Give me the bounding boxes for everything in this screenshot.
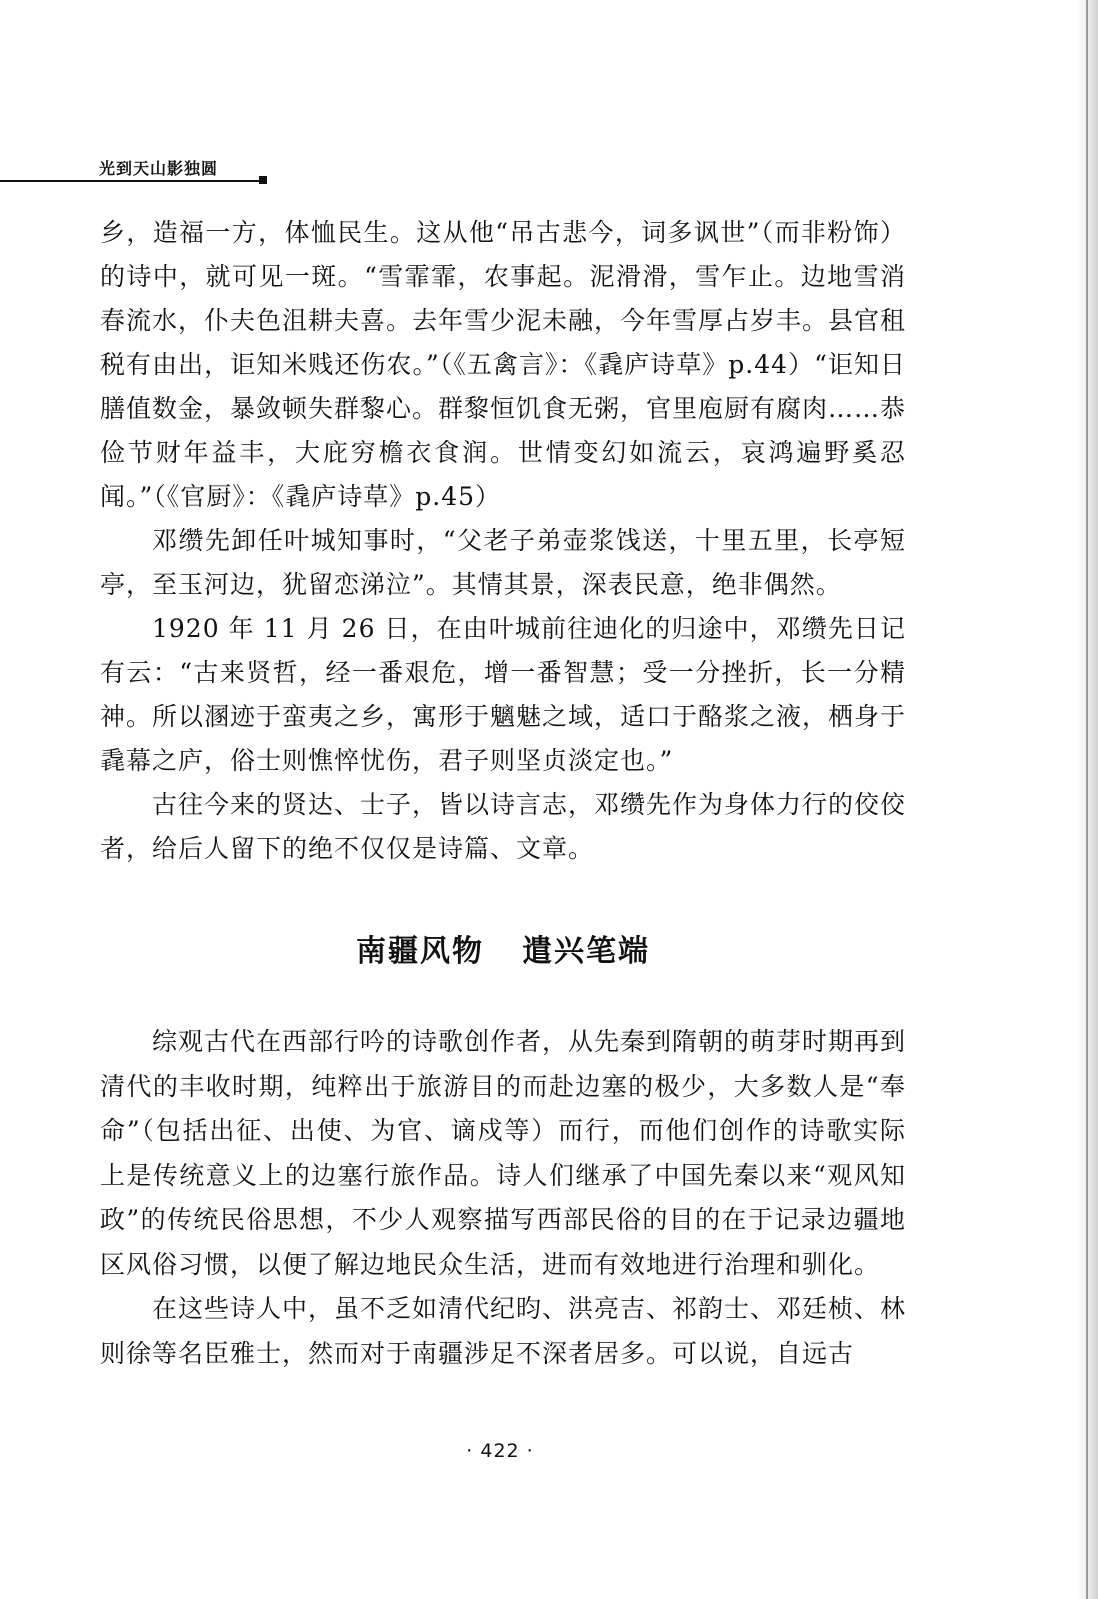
paragraph: 古往今来的贤达、士子，皆以诗言志，邓缵先作为身体力行的佼佼者，给后人留下的绝不仅仅是诗篇、文章。 — [100, 790, 907, 863]
paragraph: 1920 年 11 月 26 日，在由叶城前往迪化的归途中，邓缵先日记有云：“古来贤哲，经一番艰危，增一番智慧；受一分挫折，长一分精神。所以溷迹于蛮夷之乡，寓形于魑魅之域，适口于酪浆之液，栖身于毳幕之庐，俗士则憔悴忧伤，君子则坚贞淡定也。” — [100, 614, 907, 775]
body-text — [100, 211, 906, 871]
section-heading-part: 遣兴笔端 — [522, 934, 650, 969]
running-header — [0, 150, 275, 184]
paragraph: 邓缵先卸任叶城知事时，“父老子弟壶浆饯送，十里五里，长亭短亭，至玉河边，犹留恋涕泣”。其情其景，深表民意，绝非偶然。 — [100, 526, 906, 599]
running-header-title: 光到天山影独圆 — [99, 159, 219, 178]
section-heading-part: 南疆风物 — [356, 934, 484, 969]
header-square-marker — [259, 176, 267, 184]
paragraph: 综观古代在西部行吟的诗歌创作者，从先秦到隋朝的萌芽时期再到清代的丰收时期，纯粹出于旅游目的而赴边塞的极少，大多数人是“奉命”（包括出征、出使、为官、谪戍等）而行，而他们创作的诗歌实际上是传统意义上的边塞行旅作品。诗人们继承了中国先秦以来“观风知政”的传统民俗思想，不少人观察描写西部民俗的目的在于记录边疆地区风俗习惯，以便了解边地民众生活，进而有效地进行治理和驯化。 — [100, 1027, 907, 1279]
header-rule — [0, 180, 260, 182]
section-heading — [100, 932, 906, 972]
section-text — [100, 1020, 906, 1376]
paragraph-continued: 乡，造福一方，体恤民生。这从他“吊古悲今，词多讽世”（而非粉饰）的诗中，就可见一斑。“雪霏霏，农事起。泥滑滑，雪乍止。边地雪消春流水，仆夫色沮耕夫喜。去年雪少泥未融，今年雪厚占岁丰。县官租税有由出，讵知米贱还伤农。”（《五禽言》：《毳庐诗草》p.44）“讵知日膳值数金，暴敛顿失群黎心。群黎恒饥食无粥，官里庖厨有腐肉……恭俭节财年益丰，大庇穷檐衣食润。世情变幻如流云，哀鸿遍野奚忍闻。”（《官厨》：《毳庐诗草》p.45） — [100, 218, 907, 511]
page-number: · 422 · — [466, 1440, 534, 1462]
page-edge-line — [1086, 0, 1088, 1599]
paragraph: 在这些诗人中，虽不乏如清代纪昀、洪亮吉、祁韵士、邓廷桢、林则徐等名臣雅士，然而对于南疆涉足不深者居多。可以说，自远古 — [100, 1294, 907, 1368]
